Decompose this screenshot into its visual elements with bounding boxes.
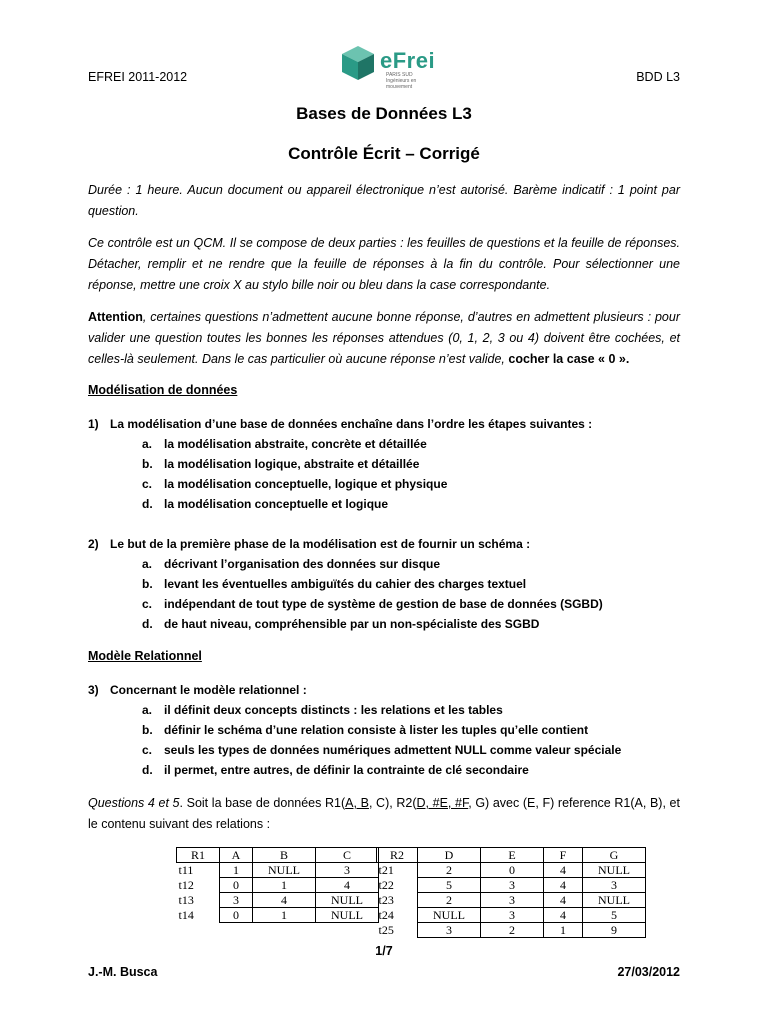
footer-date: 27/03/2012 [617, 965, 680, 979]
r2-cell: 4 [544, 908, 583, 923]
option-2d: d. de haut niveau, compréhensible par un non-spécialiste des SGBD [142, 617, 540, 631]
r2-cell: 4 [544, 878, 583, 893]
document-title: Bases de Données L3 [296, 104, 472, 123]
r2-cell: 4 [544, 893, 583, 908]
r2-tuple-id: t25 [377, 923, 418, 938]
r2-header-f: F [544, 848, 583, 863]
option-3a: a. il définit deux concepts distincts : les relations et les tables [142, 703, 503, 717]
r1-cell: 1 [253, 878, 316, 893]
r2-header-name: R2 [377, 848, 418, 863]
r1-cell: NULL [316, 893, 379, 908]
cube-logo-icon [338, 44, 378, 84]
document-subtitle: Contrôle Écrit – Corrigé [288, 144, 480, 163]
header-right: BDD L3 [636, 70, 680, 84]
r2-tuple-id: t24 [377, 908, 418, 923]
option-2c: c. indépendant de tout type de système de gestion de base de données (SGBD) [142, 597, 603, 611]
r2-table-row [377, 908, 646, 923]
r2-cell: 5 [583, 908, 646, 923]
relation-r1-table [176, 847, 379, 923]
r2-table-row [377, 878, 646, 893]
r2-table-row [377, 863, 646, 878]
r1-cell: 1 [220, 863, 253, 878]
questions-4-5-label: Questions 4 et 5 [88, 796, 180, 810]
intro-qcm: Ce contrôle est un QCM. Il se compose de deux parties : les feuilles de questions et la feuille de réponses. Détacher, remplir et ne rendre que la feuille de réponses à la fin du contrôle. Pour sélectionner une réponse, mettre une croix X au stylo bille noir ou bleu dans la case correspondante. [88, 236, 680, 292]
option-3c: c. seuls les types de données numériques admettent NULL comme valeur spéciale [142, 743, 622, 757]
r1-tuple-id: t12 [177, 878, 220, 893]
page-number: 1/7 [375, 944, 393, 958]
r2-header-d: D [418, 848, 481, 863]
r2-header-e: E [481, 848, 544, 863]
r1-tuple-id: t14 [177, 908, 220, 923]
r1-header-a: A [220, 848, 253, 863]
questions-4-5-intro: Questions 4 et 5. Soit la base de données R1(A, B, C), R2(D, #E, #F, G) avec (E, F) reference R1(A, B), et le contenu suivant des relations : [88, 796, 680, 831]
option-1d: d. la modélisation conceptuelle et logique [142, 497, 389, 511]
option-3b: b. définir le schéma d’une relation consiste à lister les tuples qu’elle contient [142, 723, 589, 737]
r2-cell: 2 [481, 923, 544, 938]
question-2: 2) Le but de la première phase de la modélisation est de fournir un schéma : a. décrivant l’organisation des données sur disque b. levant les éventuelles ambiguïtés du cahier des charges textuel c. indépendant de tout type de système de gestion de base de données (SGBD) d. de haut niveau, compréhensible par un non-spécialiste des SGBD [88, 534, 688, 634]
r2-key: D, #E, #F [416, 796, 469, 810]
r2-cell: 2 [418, 863, 481, 878]
r2-cell: 0 [481, 863, 544, 878]
r2-tuple-id: t22 [377, 878, 418, 893]
option-2b: b. levant les éventuelles ambiguïtés du cahier des charges textuel [142, 577, 527, 591]
r2-header-g: G [583, 848, 646, 863]
r1-header-c: C [316, 848, 379, 863]
option-1c: c. la modélisation conceptuelle, logique et physique [142, 477, 448, 491]
r1-cell: 0 [220, 878, 253, 893]
r2-cell: 2 [418, 893, 481, 908]
r2-tuple-id: t23 [377, 893, 418, 908]
option-2a: a. décrivant l’organisation des données sur disque [142, 557, 441, 571]
r1-header-name: R1 [177, 848, 220, 863]
logo-wordmark: eFrei [380, 48, 436, 73]
header-left: EFREI 2011-2012 [88, 70, 188, 84]
r2-cell: 3 [583, 878, 646, 893]
r1-table-row [177, 893, 379, 908]
r2-cell: 1 [544, 923, 583, 938]
r2-cell: 3 [481, 908, 544, 923]
attention-instruction: cocher la case « 0 ». [508, 352, 630, 366]
r1-tuple-id: t13 [177, 893, 220, 908]
r1-header-b: B [253, 848, 316, 863]
r1-table-row [177, 863, 379, 878]
r1-cell: 1 [253, 908, 316, 923]
logo-subtitle: PARIS SUD Ingénieurs en mouvement [386, 72, 417, 90]
r2-cell: NULL [418, 908, 481, 923]
r1-cell: 0 [220, 908, 253, 923]
r2-cell: 9 [583, 923, 646, 938]
r2-cell: NULL [583, 893, 646, 908]
r2-cell: 3 [418, 923, 481, 938]
option-1a: a. la modélisation abstraite, concrète et détaillée [142, 437, 427, 451]
question-1: 1) La modélisation d’une base de données enchaîne dans l’ordre les étapes suivantes : a. la modélisation abstraite, concrète et détaillée b. la modélisation logique, abstraite et détaillée c. la modélisation conceptuelle, logique et physique d. la modélisation conceptuelle et logique [88, 414, 688, 514]
section-modelisation: Modélisation de données [88, 383, 238, 397]
attention-label: Attention [88, 310, 143, 324]
r2-table-row [377, 893, 646, 908]
section-relationnel: Modèle Relationnel [88, 649, 202, 663]
r2-cell: 3 [481, 878, 544, 893]
r2-cell: 3 [481, 893, 544, 908]
r1-table-row [177, 908, 379, 923]
intro-attention: Attention, certaines questions n’admettent aucune bonne réponse, d’autres en admettent plusieurs : pour valider une question toutes les bonnes les réponses attendues (0, 1, 2, 3 ou 4) doivent être cochées, et celles-là seulement. Dans le cas particulier où aucune réponse n’est valide, cocher la case « 0 ». [88, 310, 680, 366]
r1-table-row [177, 878, 379, 893]
r1-cell: NULL [316, 908, 379, 923]
footer-author: J.-M. Busca [88, 965, 158, 979]
r2-cell: 4 [544, 863, 583, 878]
r2-table-row [377, 923, 646, 938]
r1-key: A, B [345, 796, 369, 810]
r2-cell: NULL [583, 863, 646, 878]
intro-duration: Durée : 1 heure. Aucun document ou appareil électronique n’est autorisé. Barème indicatif : 1 point par question. [88, 183, 680, 218]
r1-cell: 4 [316, 878, 379, 893]
option-3d: d. il permet, entre autres, de définir la contrainte de clé secondaire [142, 763, 529, 777]
option-1b: b. la modélisation logique, abstraite et détaillée [142, 457, 420, 471]
r1-cell: 3 [220, 893, 253, 908]
question-3: 3) Concernant le modèle relationnel : a. il définit deux concepts distincts : les relations et les tables b. définir le schéma d’une relation consiste à lister les tuples qu’elle contient c. seuls les types de données numériques admettent NULL comme valeur spéciale d. il permet, entre autres, de définir la contrainte de clé secondaire [88, 680, 688, 780]
r2-cell: 5 [418, 878, 481, 893]
relation-r2-table [376, 847, 646, 938]
efrei-logo [338, 44, 438, 90]
r1-cell: NULL [253, 863, 316, 878]
r2-tuple-id: t21 [377, 863, 418, 878]
r1-cell: 4 [253, 893, 316, 908]
r1-cell: 3 [316, 863, 379, 878]
r1-tuple-id: t11 [177, 863, 220, 878]
